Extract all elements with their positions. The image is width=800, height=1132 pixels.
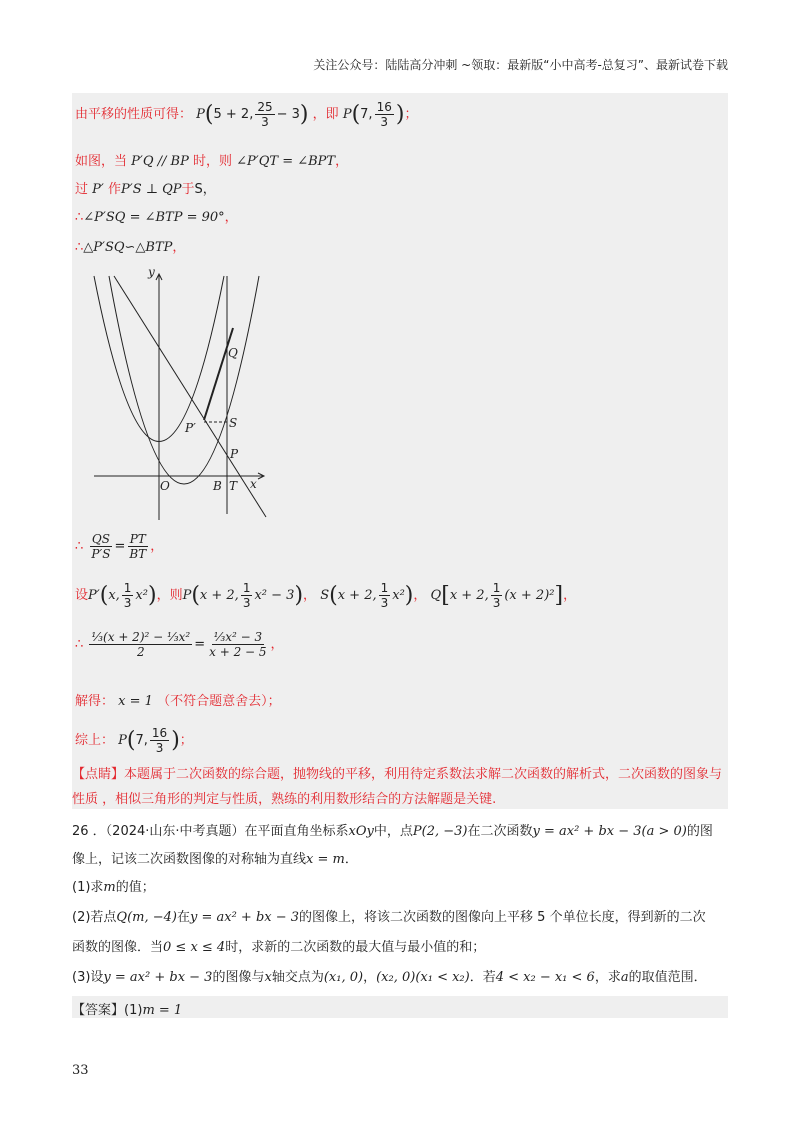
answer-line: [72, 999, 728, 1018]
math: P: [196, 107, 205, 122]
label-o: O: [160, 479, 170, 493]
label-b: B: [213, 479, 222, 493]
math: 5 + 2,: [213, 107, 254, 122]
fraction: $\frac{\text{⅓(x + 2)² − ⅓x²}}{2}$: [91, 630, 191, 659]
text: 由平移的性质可得：: [75, 107, 193, 122]
label-p: P: [230, 447, 239, 461]
solution-line-8: ∴ $\frac{\text{⅓(x + 2)² − ⅓x²}}{2}$ = $\frac{\text{⅓x² − 3}}{x + 2 - 5}$ ，: [75, 630, 284, 659]
fraction: $\frac{25}{3}$: [257, 100, 273, 129]
key-point-note: [72, 762, 728, 812]
label-y: y: [148, 265, 155, 279]
fraction: $\frac{\text{⅓x² − 3}}{x + 2 - 5}$: [209, 630, 267, 659]
question-line-1: 26 ．（2024·山东·中考真题）在平面直角坐标系xOy中，点P(2, −3)在二次函数y = ax² + bx − 3(a > 0)的图: [72, 824, 713, 839]
answer-value: m = 1: [142, 1003, 183, 1018]
page-header: 关注公众号：陆陆高分冲刺 ~领取：最新版“小中高考-总复习”、最新试卷下载: [313, 58, 728, 72]
solution-line-1: 由平移的性质可得： P(5 + 2, $\frac{25}{3}$ − 3) ，即 P(7, $\frac{16}{3}$ )；: [75, 100, 418, 129]
solution-line-4: ∴∠P′SQ = ∠BTP = 90°，: [75, 210, 238, 225]
answer-tag: 【答案】: [72, 1003, 125, 1018]
fraction: $\frac{16}{3}$: [376, 100, 392, 129]
note-text: 本题属于二次函数的综合题，抛物线的平移，利用待定系数法求解二次函数的解析式，二次函数的图象与性质 ，相似三角形的判定与性质，熟练的利用数形结合的方法解题是关键.: [72, 767, 723, 807]
solution-line-6: ∴ $\frac{QS}{P'S}$ = $\frac{PT}{BT}$ ，: [75, 532, 164, 561]
solution-line-9: 解得： x = 1 （不符合题意舍去）；: [75, 694, 281, 709]
solution-line-2: 如图，当 P′Q // BP 时，则 ∠P′QT = ∠BPT，: [75, 154, 349, 169]
answer-part: (1): [124, 1003, 143, 1018]
question-part-2-line-2: 函数的图像．当0 ≤ x ≤ 4时，求新的二次函数的最大值与最小值的和；: [72, 940, 486, 955]
label-t: T: [229, 479, 238, 493]
page-number: 33: [72, 1063, 89, 1078]
question-part-1: (1)求m的值；: [72, 880, 155, 895]
question-part-2: (2)若点Q(m, −4)在y = ax² + bx − 3的图像上，将该二次函数的图像向上平移 5 个单位长度，得到新的二次: [72, 910, 706, 925]
math: P′Q // BP: [131, 154, 189, 169]
question-part-3: (3)设y = ax² + bx − 3的图像与x轴交点为(x₁, 0)，(x₂, 0)(x₁ < x₂)．若4 < x₂ − x₁ < 6，求a的取值范围．: [72, 970, 707, 985]
fraction: $\frac{PT}{BT}$: [129, 532, 147, 561]
line-bp: [114, 276, 266, 517]
label-s: S: [229, 416, 238, 430]
solution-line-7: 设P′(x, $\frac{1}{3}$ x²)，则P(x + 2, $\frac{1}{3}$ x² − 3)， S(x + 2, $\frac{1}{3}$ x²)， Q[x + 2, $\frac{1}{3}$ (x + 2)²]，: [75, 581, 577, 610]
solution-line-5: ∴△P′SQ∽△BTP，: [75, 240, 186, 255]
question-line-2: 像上，记该二次函数图像的对称轴为直线x = m．: [72, 852, 358, 867]
parabola-figure: [72, 262, 282, 522]
math: − 3: [276, 107, 300, 122]
fraction: $\frac{QS}{P'S}$: [91, 532, 111, 561]
note-tag: 【点睛】: [72, 767, 125, 782]
math: ∠P′QT = ∠BPT: [236, 154, 336, 169]
math: P: [342, 107, 352, 122]
math: 7,: [360, 107, 373, 122]
solution-line-10: 综上： P(7, $\frac{16}{3}$ )；: [75, 726, 193, 755]
solution-line-3: 过 P′ 作P′S ⊥ QP于S，: [75, 182, 216, 197]
text: ，即: [312, 107, 339, 122]
label-x: x: [250, 477, 257, 491]
label-p-prime: P′: [185, 421, 196, 435]
label-q: Q: [228, 346, 238, 360]
line-pq: [204, 328, 233, 420]
